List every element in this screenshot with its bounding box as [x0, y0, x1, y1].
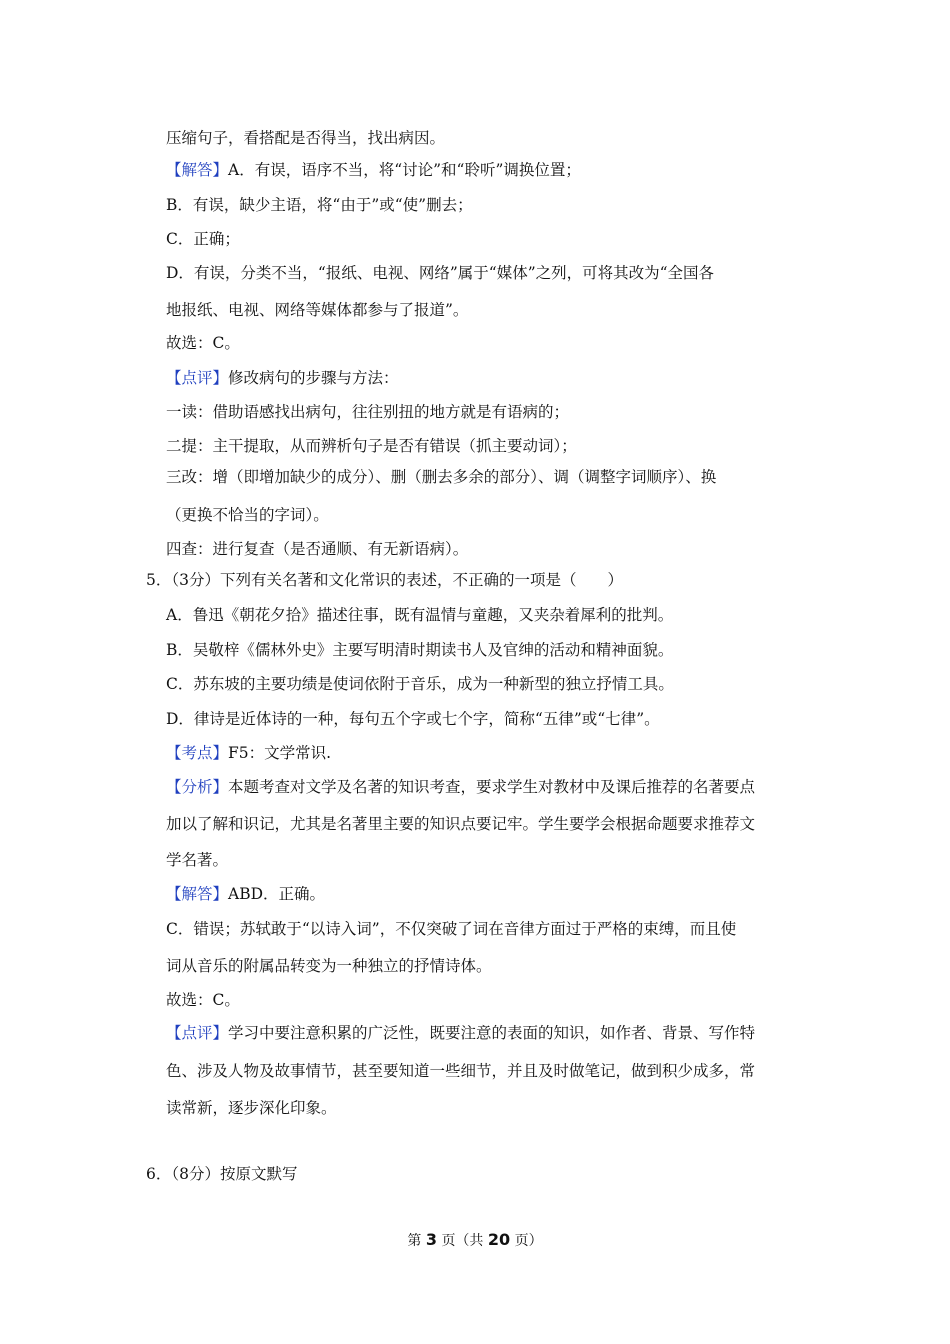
answer-tag: 【解答】 — [166, 885, 229, 903]
comment-line — [166, 368, 399, 388]
answer-text: ABD．正确。 — [228, 885, 326, 903]
text-line: 一读：借助语感找出病句，往往别扭的地方就是有语病的； — [166, 403, 570, 421]
text-line: D．有误，分类不当，“报纸、电视、网络”属于“媒体”之列，可将其改为“全国各 — [166, 264, 715, 282]
text-line: 加以了解和识记，尤其是名著里主要的知识点要记牢。学生要学会根据命题要求推荐文 — [166, 815, 756, 833]
option-d: D．律诗是近体诗的一种，每句五个字或七个字，简称“五律”或“七律”。 — [166, 710, 660, 728]
text-line: 词从音乐的附属品转变为一种独立的抒情诗体。 — [166, 957, 492, 975]
total-page-number: 20 — [487, 1230, 511, 1249]
comment-line — [166, 1023, 755, 1043]
option-b: B．吴敬梓《儒林外史》主要写明清时期读书人及官绅的活动和精神面貌。 — [166, 641, 674, 659]
text-line: B．有误，缺少主语，将“由于”或“使”删去； — [166, 196, 473, 214]
question-6-title: 6．（8分）按原文默写 — [146, 1165, 298, 1183]
analysis-line — [166, 777, 755, 797]
answer-tag: 【解答】 — [166, 161, 229, 179]
text-line: 二提：主干提取，从而辨析句子是否有错误（抓主要动词）； — [166, 437, 577, 455]
text-line: C．错误；苏轼敢于“以诗入词”，不仅突破了词在音律方面过于严格的束缚，而且使 — [166, 920, 737, 938]
text-line: 四查：进行复查（是否通顺、有无新语病）。 — [166, 540, 469, 558]
comment-text: 学习中要注意积累的广泛性，既要注意的表面的知识，如作者、背景、写作特 — [228, 1024, 756, 1042]
footer-prefix: 第 — [407, 1233, 422, 1249]
footer-suffix: 页） — [514, 1233, 543, 1249]
text-line: 故选：C。 — [166, 334, 240, 352]
question-5-title: 5．（3分）下列有关名著和文化常识的表述，不正确的一项是（ ） — [146, 571, 623, 589]
text-line: 学名著。 — [166, 851, 229, 869]
knowledge-tag: 【考点】 — [166, 744, 229, 762]
comment-tag: 【点评】 — [166, 369, 229, 387]
text-line: 地报纸、电视、网络等媒体都参与了报道”。 — [166, 301, 469, 319]
text-line: 三改：增（即增加缺少的成分）、删（删去多余的部分）、调（调整字词顺序）、换 — [166, 468, 717, 486]
text-line: C．正确； — [166, 230, 240, 248]
option-c: C．苏东坡的主要功绩是使词依附于音乐，成为一种新型的独立抒情工具。 — [166, 675, 674, 693]
comment-text: 修改病句的步骤与方法： — [228, 369, 399, 387]
text-line: 压缩句子，看搭配是否得当，找出病因。 — [166, 129, 446, 147]
answer-line — [166, 884, 325, 904]
text-line: 色、涉及人物及故事情节，甚至要知道一些细节，并且及时做笔记，做到积少成多，常 — [166, 1062, 756, 1080]
answer-text: A．有误，语序不当，将“讨论”和“聆听”调换位置； — [228, 161, 581, 179]
knowledge-text: F5：文学常识. — [228, 744, 332, 762]
option-a: A．鲁迅《朝花夕拾》描述往事，既有温情与童趣，又夹杂着犀利的批判。 — [166, 606, 674, 624]
analysis-text: 本题考查对文学及名著的知识考查，要求学生对教材中及课后推荐的名著要点 — [228, 778, 756, 796]
analysis-tag: 【分析】 — [166, 778, 229, 796]
knowledge-point-line — [166, 743, 331, 763]
current-page-number: 3 — [425, 1230, 437, 1249]
comment-tag: 【点评】 — [166, 1024, 229, 1042]
page-footer — [0, 1230, 950, 1250]
answer-line — [166, 160, 581, 180]
text-line: 读常新，逐步深化印象。 — [166, 1099, 337, 1117]
footer-mid: 页（共 — [441, 1233, 484, 1249]
text-line: 故选：C。 — [166, 991, 240, 1009]
text-line: （更换不恰当的字词）。 — [166, 506, 329, 524]
